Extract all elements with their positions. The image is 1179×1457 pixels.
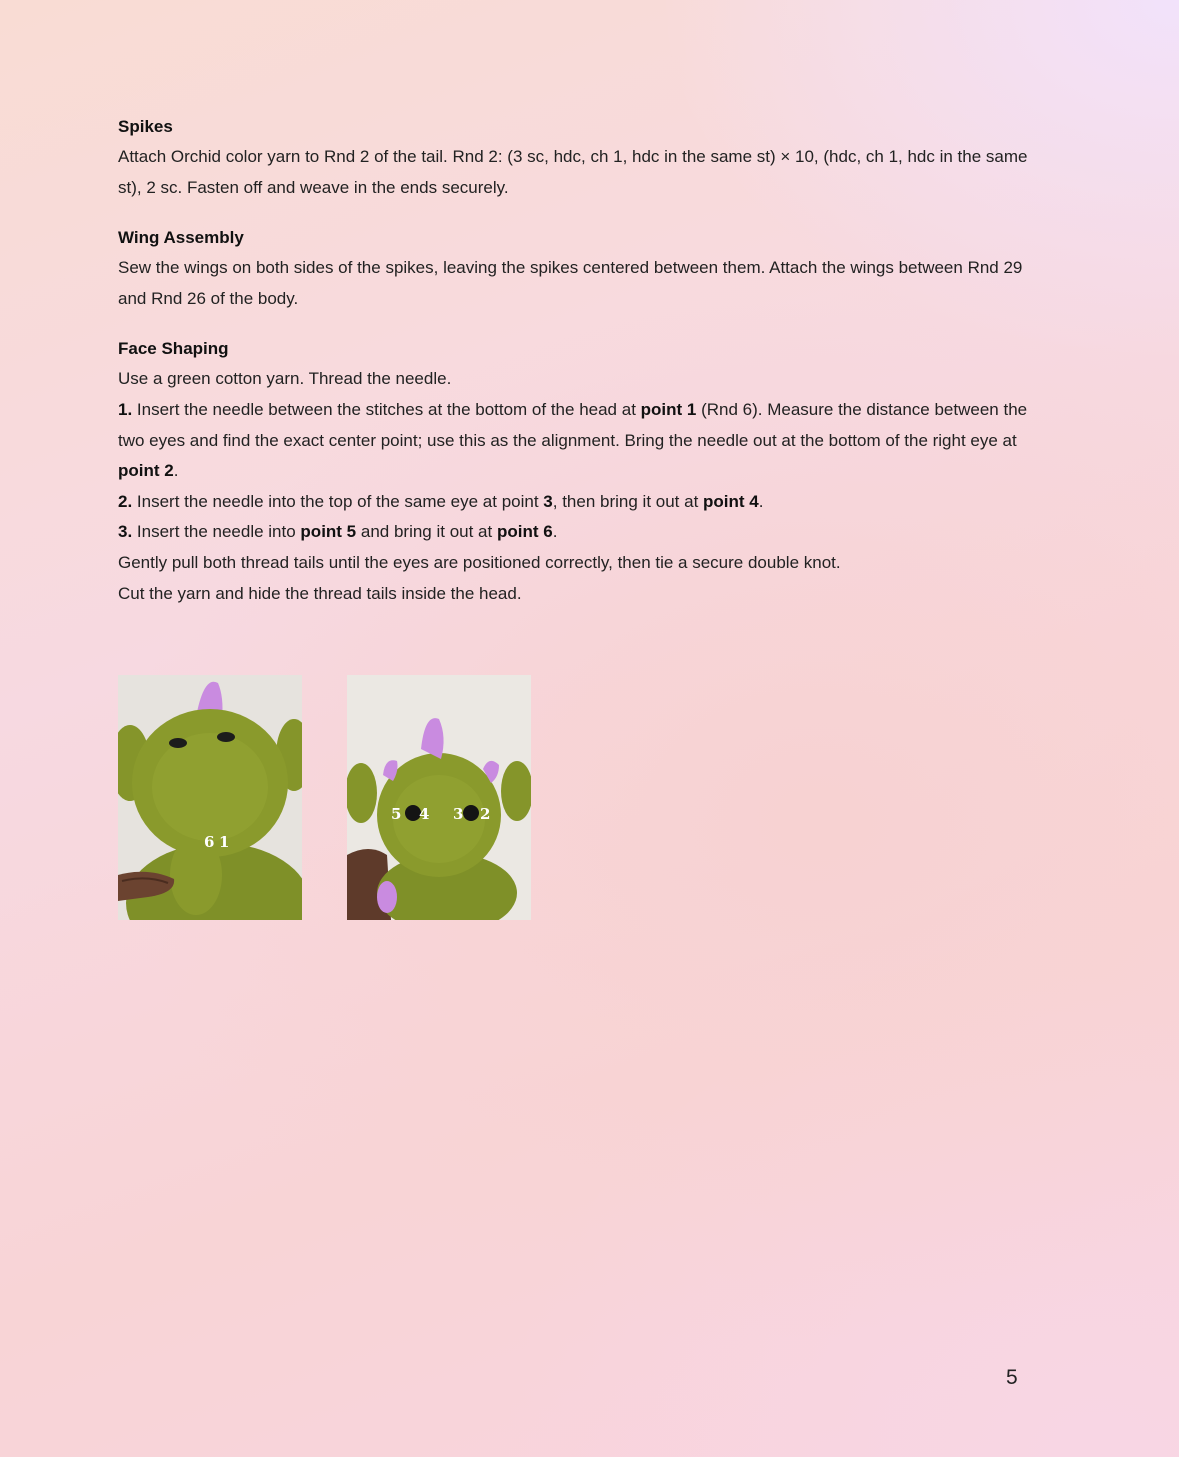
step-emphasis: point 5: [300, 522, 357, 542]
paragraph-face-outro-1: Gently pull both thread tails until the eyes are positioned correctly, then tie a secure double knot.: [118, 552, 841, 572]
heading-spikes: Spikes: [118, 117, 173, 136]
step-number: 2.: [118, 491, 133, 511]
step-text: , then bring it out at: [552, 491, 704, 511]
step-1: [118, 395, 1028, 487]
point-label-5: 5: [391, 805, 402, 823]
step-text: and bring it out at: [356, 522, 497, 542]
step-text: Insert the needle into the top of the same eye at point: [132, 491, 544, 511]
paragraph-face-outro-2: Cut the yarn and hide the thread tails inside the head.: [118, 583, 522, 603]
paragraph-face-intro: Use a green cotton yarn. Thread the needle.: [118, 369, 452, 389]
point-label-2: 2: [480, 805, 491, 823]
paragraph-spikes: Attach Orchid color yarn to Rnd 2 of the tail. Rnd 2: (3 sc, hdc, ch 1, hdc in the same st) × 10, (hdc, ch 1, hdc in the same st), 2 sc. Fasten off and weave in the ends securely.: [118, 147, 1028, 197]
page-number: 5: [1006, 1366, 1018, 1389]
step-text: .: [758, 491, 764, 511]
step-text: .: [173, 461, 179, 481]
step-text: Insert the needle into: [132, 522, 301, 542]
photo-dragon-face-closeup: [118, 675, 302, 920]
step-number: 3.: [118, 522, 133, 542]
step-number: 1.: [118, 399, 133, 419]
dragon-closeup-illustration: [118, 675, 302, 920]
heading-face-shaping: Face Shaping: [118, 339, 229, 359]
point-label-3: 3: [453, 805, 464, 823]
step-text: (Rnd 6). Measure the distance between the two eyes and find the exact center point; use this as the alignment. Bring the needle out at the bottom of the right eye at: [118, 399, 1028, 450]
step-emphasis: 3: [543, 491, 553, 511]
step-emphasis: point 2: [118, 461, 174, 481]
dragon-eyes-illustration: [347, 675, 531, 920]
step-text: .: [552, 522, 558, 542]
paragraph-wing-assembly: Sew the wings on both sides of the spikes, leaving the spikes centered between them. Attach the wings between Rnd 29 and Rnd 26 of the body.: [118, 258, 1023, 308]
step-text: Insert the needle between the stitches at the bottom of the head at: [132, 399, 641, 419]
step-emphasis: point 1: [640, 399, 697, 419]
document-body: [118, 114, 1028, 631]
point-label-1: 1: [219, 833, 230, 851]
point-label-6: 6: [204, 833, 215, 851]
photo-dragon-eyes-points: [347, 675, 531, 920]
heading-wing-assembly: Wing Assembly: [118, 228, 244, 248]
point-label-4: 4: [419, 805, 430, 823]
step-emphasis: point 4: [703, 491, 759, 511]
section-spikes: [118, 114, 1028, 203]
section-face-shaping: [118, 336, 1028, 609]
section-wing-assembly: [118, 225, 1028, 314]
step-3: [118, 517, 1028, 548]
step-2: [118, 487, 1028, 518]
step-emphasis: point 6: [496, 522, 553, 542]
